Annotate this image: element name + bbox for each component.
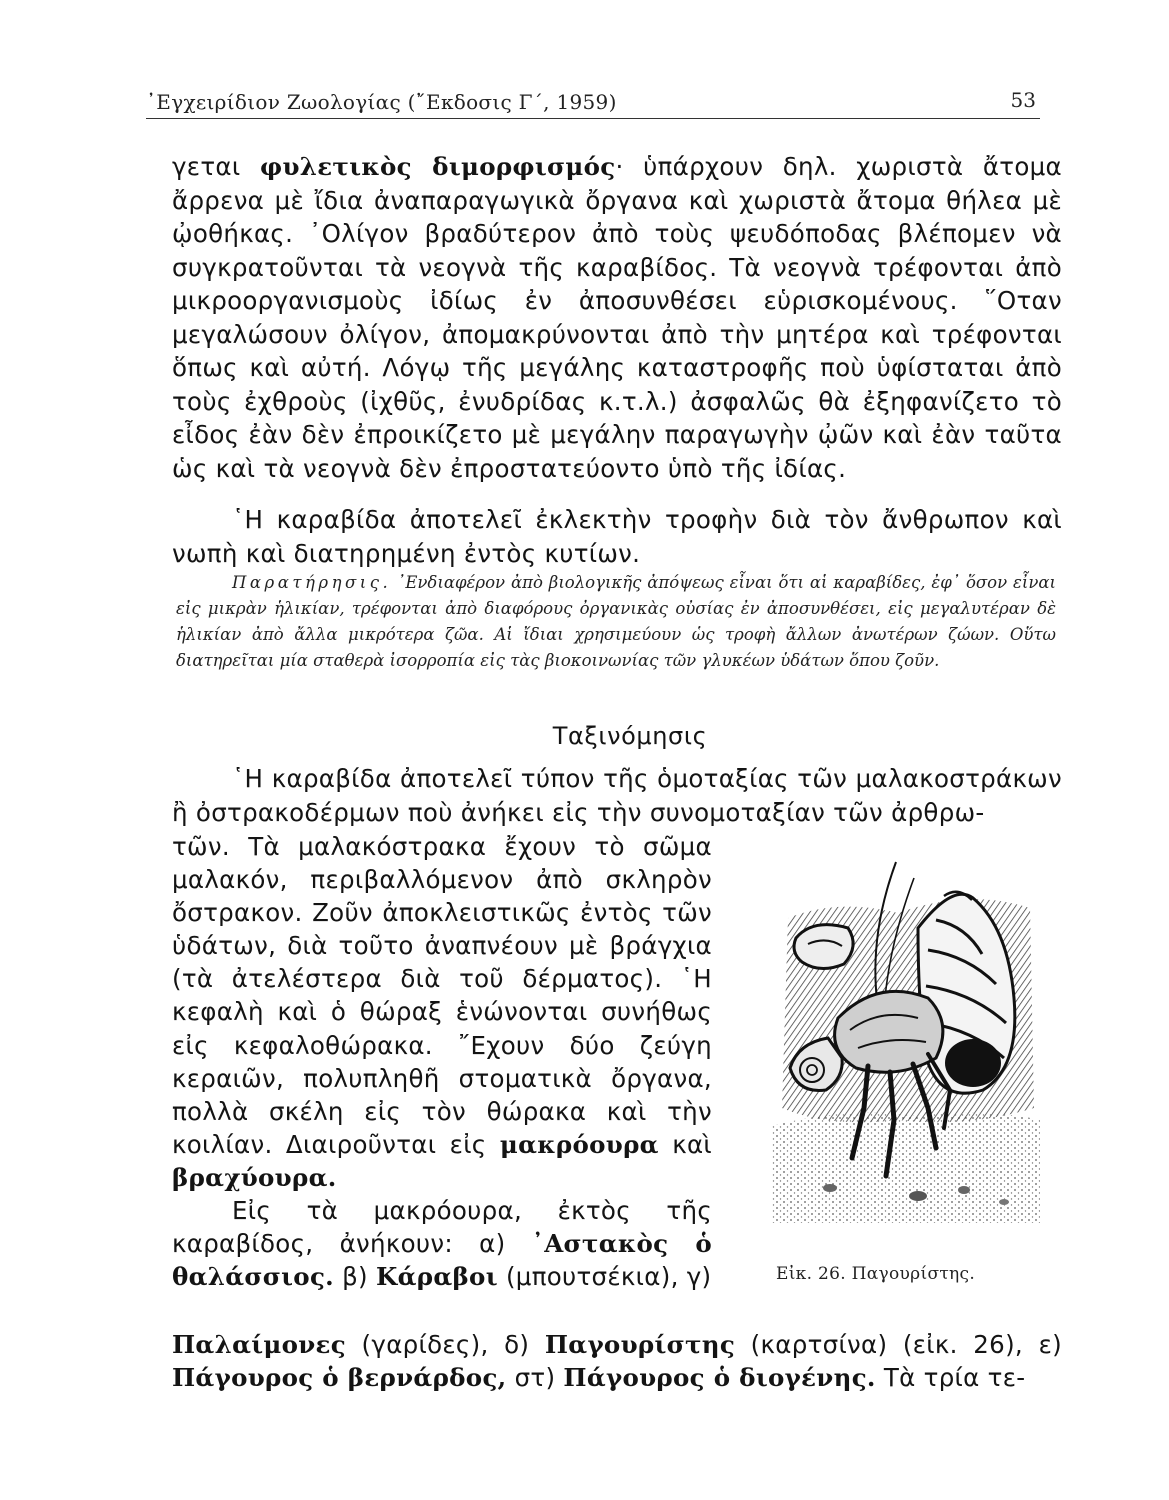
term-pagurus-diogenes: Πάγουρος ὁ διογένης. [563, 1363, 876, 1393]
remark-note [176, 570, 1056, 674]
remark-label: Παρατήρησις. [232, 573, 392, 592]
text-run: τῶν. Τὰ μαλακόστρακα ἔχουν τὸ σῶμα μαλακόν, περιβαλλόμενον ἀπὸ σκληρὸν ὄστρακον. Ζοῦν ἀποκλειστικῶς ἐντὸς τῶν ὑδάτων, διὰ τοῦτο ἀναπνέουν μὲ βράγχια (τὰ ἀτελέστερα διὰ τοῦ δέρματος). ῾Η κεφαλὴ καὶ ὁ θώραξ ἑνώνονται συνήθως εἰς κεφαλοθώρακα. ῎Εχουν δύο ζεύγη κεραιῶν, πολυπληθῆ στοματικὰ ὄργανα, πολλὰ σκέλη εἰς τὸν θώρακα καὶ τὴν κοιλίαν. Διαιροῦνται εἰς [172, 832, 712, 1159]
paragraph-species-list [172, 1328, 1062, 1395]
text-run: · ὑπάρχουν δηλ. χωριστὰ ἄτομα ἄρρενα μὲ ἴδια ἀναπαραγωγικὰ ὄργανα καὶ χωριστὰ ἄτομα θήλεα μὲ ᾠοθήκας. ᾿Ολίγον βραδύτερον ἀπὸ τοὺς ψευδόποδας βλέπομεν νὰ συγκρατοῦνται τὰ νεογνὰ τῆς καραβίδος. Τὰ νεογνὰ τρέφονται ἀπὸ μικροοργανισμοὺς ἰδίως ἐν ἀποσυνθέσει εὑρισκομένους. ῞Οταν μεγαλώσουν ὀλίγον, ἀπομακρύνονται ἀπὸ τὴν μητέρα καὶ τρέφονται ὅπως καὶ αὐτή. Λόγῳ τῆς μεγάλης καταστροφῆς ποὺ ὑφίσταται ἀπὸ τοὺς ἐχθροὺς (ἰχθῦς, ἐνυδρίδας κ.τ.λ.) ἀσφαλῶς θὰ ἐξηφανίζετο τὸ εἶδος ἐὰν δὲν ἐπροικίζετο μὲ μεγάλην παραγωγὴν ᾠῶν καὶ ἐὰν ταῦτα ὡς καὶ τὰ νεογνὰ δὲν ἐπροστατεύοντο ὑπὸ τῆς ἰδίας. [172, 152, 1062, 483]
hermit-crab-illustration [768, 858, 1044, 1228]
text-run: καὶ [658, 1129, 712, 1159]
text-run: γεται [172, 152, 260, 181]
remark-text: ᾿Ενδιαφέρον ἀπὸ βιολογικῆς ἀπόψεως εἶναι ὅτι αἱ καραβίδες, ἐφ᾿ ὅσον εἶναι εἰς μικρὰν ἡλικίαν, τρέφονται ἀπὸ διαφόρους ὀργανικὰς οὐσίας ἐν ἀποσυνθέσει, εἰς μεγαλυτέραν δὲ ἡλικίαν ἀπὸ ἄλλα μικρότερα ζῶα. Αἱ ἴδιαι χρησιμεύουν ὡς τροφὴ ἄλλων ἀνωτέρων ζώων. Οὕτω διατηρεῖται μία σταθερὰ ἰσορροπία εἰς τὰς βιοκοινωνίας τῶν γλυκέων ὑδάτων ὅπου ζοῦν. [176, 573, 1056, 670]
page-number: 53 [1010, 88, 1036, 112]
text-run: Τὰ τρία τε- [875, 1363, 1026, 1393]
term-pagurus-bernhardus: Πάγουρος ὁ βερνάρδος, [172, 1363, 507, 1393]
text-run: β) [334, 1262, 376, 1292]
text-run: (μπουτσέκια), γ) [497, 1262, 712, 1292]
text-run: (γαρίδες), δ) [345, 1330, 545, 1359]
paragraph-classification-intro: ῾Η καραβίδα ἀποτελεῖ τύπον τῆς ὁμοταξίας τῶν μαλακοστράκων ἢ ὀστρακοδέρμων ποὺ ἀνήκει εἰς τὴν συνομοταξίαν τῶν ἀρθρω- [172, 764, 1062, 827]
figure-caption: Εἰκ. 26. Παγουρίστης. [776, 1264, 976, 1284]
term-lobster: ᾿Αστακὸς ὁ θαλάσσιος. [172, 1229, 713, 1292]
section-title: Ταξινόμησις [552, 722, 708, 750]
term-palaemon: Παλαίμονες [172, 1330, 346, 1359]
paragraph-malacostraca [172, 830, 712, 1293]
term-brachyura: βραχύουρα. [172, 1162, 337, 1192]
text-run: στ) [506, 1363, 564, 1393]
paragraph-dimorphism [172, 150, 1062, 485]
text-run: Εἰς τὰ μακρόουρα, ἐκτὸς τῆς καραβίδος, ἀνήκουν: α) [172, 1196, 712, 1259]
running-head-title: ᾿Εγχειρίδιον Ζωολογίας (῎Εκδοσις Γ΄, 1959) [146, 90, 617, 114]
term-karavoi: Κάραβοι [375, 1262, 498, 1292]
text-run: (καρτσίνα) (εἰκ. 26), ε) [735, 1330, 1062, 1359]
term-pagouristis: Παγουρίστης [544, 1330, 736, 1359]
paragraph-food-use: ῾Η καραβίδα ἀποτελεῖ ἐκλεκτὴν τροφὴν διὰ τὸν ἄνθρωπον καὶ νωπὴ καὶ διατηρημένη ἐντὸς κυτίων. [172, 505, 1062, 568]
term-macrura: μακρόουρα [499, 1129, 659, 1159]
running-head [146, 88, 1040, 119]
term-sexual-dimorphism: φυλετικὸς διμορφισμός [259, 152, 616, 181]
